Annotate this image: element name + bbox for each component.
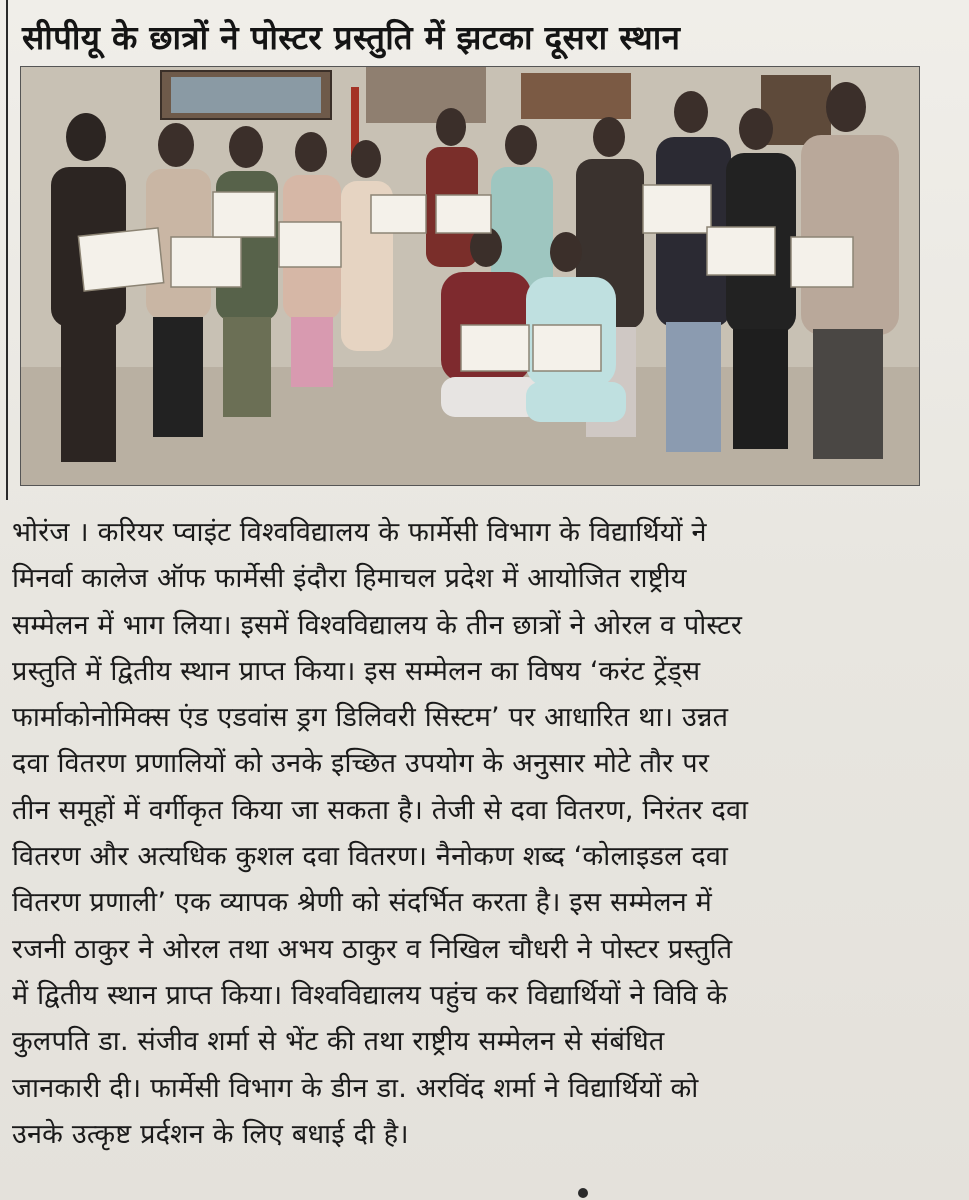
- body-line: भोरंज । करियर प्वाइंट विश्वविद्यालय के फार्मेसी विभाग के विद्यार्थियों ने: [12, 517, 707, 548]
- group-photo-illustration: [21, 67, 919, 485]
- article-body: [12, 510, 942, 1158]
- body-line: तीन समूहों में वर्गीकृत किया जा सकता है। तेजी से दवा वितरण, निरंतर दवा: [12, 794, 749, 826]
- body-line: दवा वितरण प्रणालियों को उनके इच्छित उपयोग के अनुसार मोटे तौर पर: [12, 748, 710, 780]
- column-rule: [6, 0, 8, 500]
- body-line: प्रस्तुति में द्वितीय स्थान प्राप्त किया। इस सम्मेलन का विषय ‘करंट ट्रेंड्स: [12, 655, 701, 687]
- body-line: उनके उत्कृष्ट प्रर्दशन के लिए बधाई दी है।: [12, 1118, 409, 1150]
- article-photo: [20, 66, 920, 486]
- body-line: फार्माकोनोमिक्स एंड एडवांस ड्रग डिलिवरी सिस्टम’ पर आधारित था। उन्नत: [12, 702, 729, 734]
- ink-dot: [578, 1188, 588, 1198]
- body-line: जानकारी दी। फार्मेसी विभाग के डीन डा. अरविंद शर्मा ने विद्यार्थियों को: [12, 1072, 699, 1104]
- body-line: रजनी ठाकुर ने ओरल तथा अभय ठाकुर व निखिल चौधरी ने पोस्टर प्रस्तुति: [12, 933, 733, 965]
- body-line: मिनर्वा कालेज ऑफ फार्मेसी इंदौरा हिमाचल प्रदेश में आयोजित राष्ट्रीय: [12, 563, 687, 595]
- body-line: में द्वितीय स्थान प्राप्त किया। विश्वविद्यालय पहुंच कर विद्यार्थियों ने विवि के: [12, 979, 728, 1011]
- article-headline: सीपीयू के छात्रों ने पोस्टर प्रस्तुति में झटका दूसरा स्थान: [22, 18, 681, 57]
- body-line: वितरण और अत्यधिक कुशल दवा वितरण। नैनोकण शब्द ‘कोलाइडल दवा: [12, 841, 729, 873]
- body-line: वितरण प्रणाली’ एक व्यापक श्रेणी को संदर्भित करता है। इस सम्मेलन में: [12, 887, 713, 919]
- body-line: कुलपति डा. संजीव शर्मा से भेंट की तथा राष्ट्रीय सम्मेलन से संबंधित: [12, 1026, 665, 1058]
- body-line: सम्मेलन में भाग लिया। इसमें विश्वविद्यालय के तीन छात्रों ने ओरल व पोस्टर: [12, 609, 743, 641]
